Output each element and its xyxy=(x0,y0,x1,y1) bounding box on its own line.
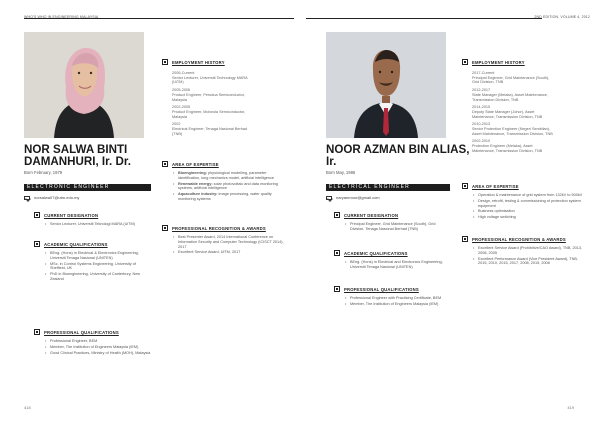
section-heading: EMPLOYMENT HISTORY xyxy=(472,60,525,65)
section-marker-icon xyxy=(334,212,340,218)
header-rule xyxy=(24,18,294,19)
list-item: • Member, The Institution of Engineers Malaysia (IEM) xyxy=(44,345,152,350)
professional-qualifications-section xyxy=(44,330,152,356)
entry-role: Product Engineer, Perodua Semiconductor, xyxy=(172,92,245,97)
list-item: • Excellent Performance Award (Vice President Award), TNB, 2015, 2010, 2015, 2017, 2008, 2015, 2008 xyxy=(472,257,586,267)
list-item xyxy=(172,171,284,181)
entry-role: Senior Protection Engineer (Negeri Sembilan), xyxy=(472,127,551,132)
section-marker-icon xyxy=(162,225,168,231)
list-item: • Excellent Service Award, UiTM, 2017 xyxy=(172,250,284,255)
profile-name xyxy=(24,144,131,168)
header-rule xyxy=(306,18,542,19)
section-marker-icon xyxy=(462,59,468,65)
birth-date: Born May, 1986 xyxy=(326,170,356,175)
employment-entry xyxy=(172,88,284,102)
academic-qualifications-section xyxy=(44,242,152,283)
current-designation-section xyxy=(44,213,152,228)
running-header: WHO'S WHO IN ENGINEERING MALAYSIA xyxy=(24,15,99,19)
list-item: • BEng. (Hons) in Electrical and Electronics Engineering, Universiti Tenaga Nasional (UNITEN) xyxy=(344,260,450,270)
section-heading: AREA OF EXPERTISE xyxy=(172,162,219,167)
section-heading: PROFESSIONAL RECOGNITION & AWARDS xyxy=(472,237,566,242)
email-row xyxy=(326,195,380,200)
employment-entry xyxy=(172,122,284,136)
entry-role: Electrical Engineer, Tenaga Nasional Berhad xyxy=(172,127,248,132)
entry-role: Senior Lecturer, Universiti Technology MARA xyxy=(172,75,248,80)
section-heading: CURRENT DESIGNATION xyxy=(44,213,99,218)
entry-years: 2014-2015 xyxy=(472,105,491,110)
entry-years: 2012-2017 xyxy=(472,88,491,93)
envelope-icon xyxy=(326,196,332,200)
entry-role: State Manager (Melaka), Asset Maintenance, xyxy=(472,92,548,97)
item-text: physiological modelling, parameter identification, lung mechanics model, artificial intelligence xyxy=(178,171,275,180)
name-line-1: NOOR AZMAN BIN ALIAS, xyxy=(326,143,470,156)
list-item: • Operation & maintenance of grid system from 132kV to 500kV xyxy=(472,193,586,198)
section-marker-icon xyxy=(34,329,40,335)
entry-role-cont: Malaysia xyxy=(172,114,187,119)
section-heading: ACADEMIC QUALIFICATIONS xyxy=(344,251,408,256)
job-title-bar: ELECTRICAL ENGINEER xyxy=(326,184,450,191)
entry-years: 2002-2005 xyxy=(172,105,191,110)
item-text: solar photovoltaic and data monitoring systems, artificial intelligence xyxy=(178,181,278,191)
section-heading: EMPLOYMENT HISTORY xyxy=(172,60,225,65)
employment-entry xyxy=(472,122,586,136)
employment-entry xyxy=(472,88,586,102)
page-number: 419 xyxy=(567,405,574,410)
section-heading: PROFESSIONAL RECOGNITION & AWARDS xyxy=(172,226,266,231)
section-heading: ACADEMIC QUALIFICATIONS xyxy=(44,242,108,247)
list-item xyxy=(172,182,284,192)
running-header: 2ND EDITION, VOLUME 4, 2012 xyxy=(534,15,590,19)
right-page xyxy=(300,0,600,424)
list-item: • Good Clinical Practices, Ministry of Health (MOH), Malaysia xyxy=(44,351,152,356)
section-heading: AREA OF EXPERTISE xyxy=(472,184,519,189)
list-item: • Senior Lecturer, Universiti Teknologi MARA (UiTM) xyxy=(44,222,152,227)
list-item: • MSc. in Control Systems Engineering, University of Sheffield, UK xyxy=(44,262,152,272)
section-heading: PROFESSIONAL QUALIFICATIONS xyxy=(44,330,119,335)
current-designation-section xyxy=(344,213,450,233)
employment-entry xyxy=(172,71,284,85)
entry-years: 2010-2013 xyxy=(472,122,491,127)
section-marker-icon xyxy=(162,161,168,167)
employment-history-section xyxy=(172,60,284,139)
entry-role-cont: (TNB) xyxy=(172,131,183,136)
section-marker-icon xyxy=(334,250,340,256)
section-marker-icon xyxy=(34,212,40,218)
recognition-awards-section xyxy=(172,226,284,256)
list-item: • Professional Engineer, BEM xyxy=(44,339,152,344)
email-row xyxy=(24,195,79,200)
employment-entry xyxy=(472,139,586,153)
entry-role: Deputy State Manager (Johor), Asset xyxy=(472,109,535,114)
section-marker-icon xyxy=(462,236,468,242)
item-text: image processing, water quality monitoring systems xyxy=(178,192,272,201)
section-heading: PROFESSIONAL QUALIFICATIONS xyxy=(344,287,419,292)
item-bold: Bioengineering: xyxy=(178,171,207,175)
list-item xyxy=(172,192,284,202)
portrait-woman-image xyxy=(24,32,144,138)
list-item: • Principal Engineer, Grid Maintenance (South), Grid Division, Tenaga Nasional Berhad (TNB) xyxy=(344,222,450,232)
entry-role: Principal Engineer, Grid Maintenance (South), xyxy=(472,75,550,80)
list-item: • Best Presenter Award, 2014 International Conference on Information Security and Computer Technology (ICISCT 2014), 2017 xyxy=(172,235,284,249)
name-line-1: NOR SALWA BINTI xyxy=(24,143,128,156)
list-item: • BEng. (Hons) in Electrical & Electronics Engineering, Universiti Tenaga Nasional (UNITEN) xyxy=(44,251,152,261)
section-heading: CURRENT DESIGNATION xyxy=(344,213,399,218)
profile-photo xyxy=(326,32,446,138)
employment-entry xyxy=(172,105,284,119)
list-item: • PhD in Bioengineering, University of Canterbury, New Zealand xyxy=(44,272,152,282)
entry-role-cont: Transmission Division, TNB xyxy=(472,97,519,102)
academic-qualifications-section xyxy=(344,251,450,271)
entry-role-cont: Malaysia xyxy=(172,97,187,102)
employment-entry xyxy=(472,105,586,119)
entry-years: 2005-2006 xyxy=(172,88,191,93)
entry-years: 2002 xyxy=(172,122,181,127)
profile-name xyxy=(326,144,469,168)
entry-years: 2002-2010 xyxy=(472,139,491,144)
name-line-2: Ir. xyxy=(326,155,337,168)
entry-role-cont: Grid Division, TNB xyxy=(472,80,504,85)
list-item: • Professional Engineer with Practising Certificate, BEM xyxy=(344,296,450,301)
entry-role: Product Engineer, Motorola Semiconductor, xyxy=(172,109,246,114)
area-of-expertise-section xyxy=(472,184,586,221)
section-marker-icon xyxy=(162,59,168,65)
recognition-awards-section xyxy=(472,237,586,267)
entry-role-cont: Maintenance, Transmission Division, TNB xyxy=(472,148,543,153)
list-item: • Design, retrofit, testing & commissioning of protection system equipment xyxy=(472,199,586,209)
item-bold: Aquaculture industry: xyxy=(178,192,218,197)
list-item: • Member, The Institution of Engineers Malaysia (IEM) xyxy=(344,302,450,307)
profile-photo xyxy=(24,32,144,138)
list-item: • Business optimisation xyxy=(472,209,586,214)
email-address[interactable]: norsalwa07@utm.edu.my xyxy=(34,195,80,200)
section-marker-icon xyxy=(334,286,340,292)
entry-role-cont: Asset Maintenance, Transmission Division, TNB xyxy=(472,131,553,136)
list-item: • Excellent Service Award (Prohibitive/CAO Award), TNB, 2013, 2008, 2005 xyxy=(472,246,586,256)
entry-role-cont: Maintenance, Transmission Division, TNB xyxy=(472,114,543,119)
entry-years: 2006-Current xyxy=(172,71,195,75)
employment-entry xyxy=(472,71,586,85)
birth-date: Born February, 1979 xyxy=(24,170,63,175)
area-of-expertise-section xyxy=(172,162,284,203)
professional-qualifications-section xyxy=(344,287,450,308)
job-title-bar: ELECTRONIC ENGINEER xyxy=(24,184,151,191)
section-marker-icon xyxy=(34,241,40,247)
entry-role-cont: (UiTM) xyxy=(172,80,184,85)
envelope-icon xyxy=(24,196,30,200)
entry-role: Protection Engineer (Melaka), Asset xyxy=(472,144,533,149)
item-bold: Renewable energy: xyxy=(178,181,213,186)
list-item: • High voltage switching xyxy=(472,215,586,220)
employment-history-section xyxy=(472,60,586,157)
name-line-2: DAMANHURI, Ir. Dr. xyxy=(24,155,131,168)
portrait-man-image xyxy=(326,32,446,138)
section-marker-icon xyxy=(462,183,468,189)
entry-years: 2017-Current xyxy=(472,71,495,75)
page-number: 418 xyxy=(24,405,31,410)
email-address[interactable]: naryanmoor@gmail.com xyxy=(336,195,380,200)
